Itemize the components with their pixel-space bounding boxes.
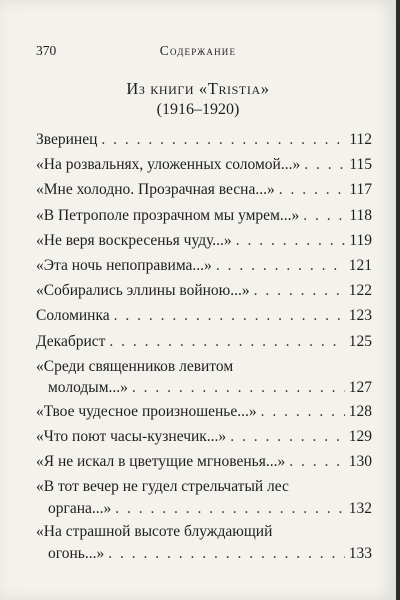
entry-page: 112 [349, 131, 372, 148]
toc-entry [36, 358, 372, 403]
dot-leader [114, 307, 345, 325]
entry-title-continued: органа...» [48, 499, 112, 517]
entry-title: «Мне холодно. Прозрачная весна...» [36, 181, 275, 199]
entry-page: 125 [348, 332, 372, 350]
toc-entry [36, 307, 372, 332]
entry-page: 119 [349, 231, 372, 249]
entry-title-continued: огонь...» [48, 544, 105, 562]
entry-page: 123 [348, 307, 372, 325]
page-number: 370 [36, 43, 57, 58]
dot-leader [115, 500, 344, 518]
entry-title: «Эта ночь непоправима...» [36, 256, 212, 274]
dot-leader [132, 379, 345, 397]
toc-entry [36, 428, 372, 453]
entry-title: «Среди священников левитом [36, 357, 234, 375]
entry-page: 122 [348, 282, 372, 300]
page-edge [396, 0, 400, 600]
entry-title: «Что поют часы-кузнечик...» [36, 427, 227, 445]
dot-leader [303, 207, 345, 225]
toc-entry [36, 181, 372, 206]
toc-entry [36, 333, 372, 358]
entry-title: «В Петрополе прозрачном мы умрем...» [36, 206, 300, 224]
toc-entry [36, 478, 372, 523]
entry-title: «В тот вечер не гудел стрельчатый лес [36, 478, 289, 496]
entry-title: Декабрист [36, 332, 106, 350]
dot-leader [279, 181, 346, 199]
page-header [36, 43, 360, 59]
entry-title-continued: молодым...» [48, 379, 128, 397]
dot-leader [289, 453, 345, 471]
dot-leader [261, 403, 345, 421]
toc-entry [36, 156, 372, 181]
toc-entry [36, 403, 372, 428]
entry-title: «Твое чудесное произношенье...» [36, 402, 257, 420]
toc-entry [36, 282, 372, 307]
toc-entry [36, 232, 372, 257]
entry-page: 127 [348, 379, 372, 397]
entry-page: 133 [348, 544, 372, 562]
entry-title: «На страшной высоте блуждающий [36, 523, 273, 541]
entry-page: 129 [348, 427, 372, 445]
running-title: Содержание [159, 43, 237, 58]
dot-leader [101, 131, 345, 149]
toc-entry [36, 523, 372, 568]
table-of-contents [36, 131, 372, 568]
dot-leader [230, 428, 345, 446]
entry-title: «Я не искал в цветущие мгновенья...» [36, 453, 286, 471]
dot-leader [236, 232, 346, 250]
entry-page: 115 [349, 156, 372, 174]
entry-title: Соломинка [36, 307, 110, 325]
entry-page: 132 [348, 499, 372, 517]
toc-entry [36, 453, 372, 478]
entry-page: 130 [348, 453, 372, 471]
entry-title: «На розвальнях, уложенных соломой...» [36, 156, 301, 174]
entry-page: 128 [348, 402, 372, 420]
section-years: (1916–1920) [156, 101, 240, 118]
dot-leader [108, 545, 345, 563]
entry-page: 117 [349, 181, 372, 199]
dot-leader [304, 156, 345, 174]
entry-title: Зверинец [36, 131, 98, 148]
entry-page: 121 [348, 256, 372, 274]
toc-entry [36, 207, 372, 232]
dot-leader [216, 257, 345, 275]
toc-entry [36, 257, 372, 282]
toc-entry [36, 131, 372, 156]
entry-title: «Не веря воскресенья чуду...» [36, 231, 232, 249]
entry-page: 118 [349, 206, 372, 224]
dot-leader [109, 333, 344, 351]
dot-leader [254, 282, 345, 300]
section-title: Из книги «Tristia» [126, 79, 270, 98]
entry-title: «Собирались эллины войною...» [36, 282, 250, 300]
